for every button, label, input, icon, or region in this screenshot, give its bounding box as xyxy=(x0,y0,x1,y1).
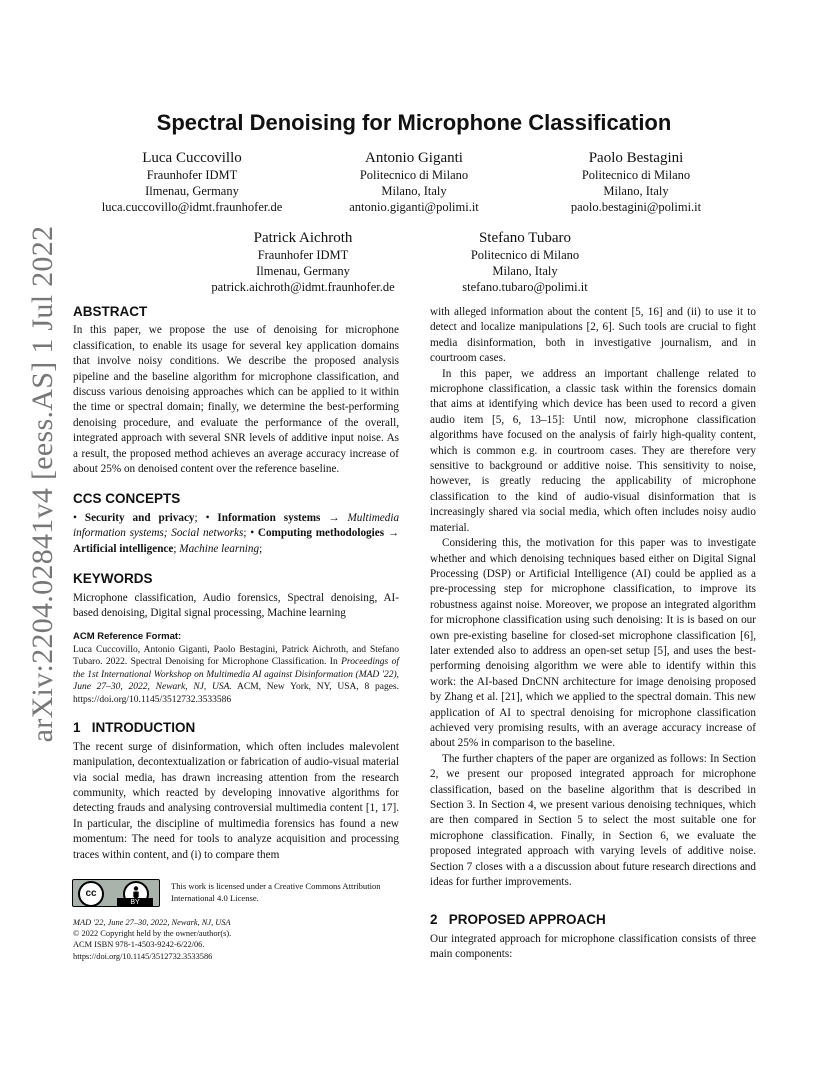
ccs-term: Computing methodologies xyxy=(257,527,385,540)
author-location: Milano, Italy xyxy=(492,264,558,278)
ccs-term: Artificial intelligence xyxy=(73,542,174,555)
author-email[interactable]: luca.cuccovillo@idmt.fraunhofer.de xyxy=(101,200,283,214)
ccs-arrow: → xyxy=(328,511,340,524)
author-affiliation: Fraunhofer IDMT xyxy=(257,248,349,262)
ccs-text xyxy=(73,511,399,557)
author-email[interactable]: paolo.bestagini@polimi.it xyxy=(570,200,702,214)
author-block xyxy=(526,149,746,215)
left-column xyxy=(73,304,399,863)
author-block xyxy=(415,229,635,295)
arxiv-identifier: arXiv:2204.02841v4 [eess.AS] 1 Jul 2022 xyxy=(26,225,59,743)
author-name: Stefano Tubaro xyxy=(478,230,572,246)
author-name: Luca Cuccovillo xyxy=(142,150,242,166)
section-title: PROPOSED APPROACH xyxy=(448,912,606,928)
author-block xyxy=(193,229,413,295)
footer-doi[interactable]: https://doi.org/10.1145/3512732.3533586 xyxy=(73,951,213,961)
author-block xyxy=(304,149,524,215)
keywords-text: Microphone classification, Audio forensics, Spectral denoising, AI-based denoising, Digital signal processing, Machine learning xyxy=(73,591,399,619)
keywords-heading: KEYWORDS xyxy=(73,571,153,587)
acm-reference-doi[interactable]: ACM, New York, NY, USA, 8 pages. https://doi.org/10.1145/3512732.3533586 xyxy=(73,682,399,705)
intro-paragraph: The recent surge of disinformation, which often includes malevolent manipulation, decontextualization or fabrication of audio-visual material via social media, has drawn increasing attention from the research community, which reacted by developing innovative algorithms for detecting frauds and analysing controversial multimedia content [1, 17]. In particular, the discipline of multimedia forensics has found a new momentum: The need for tools to analyze acquisition and processing traces within content, and (i) to compare them xyxy=(73,740,399,861)
ccs-sep: ; xyxy=(173,542,177,555)
author-email[interactable]: stefano.tubaro@polimi.it xyxy=(462,280,588,294)
paragraph: Considering this, the motivation for this paper was to investigate whether and which denoising techniques based either on Digital Signal Processing (DSP) or Artificial Intelligence (AI) could be applied as a pre-processing step for microphone classification, to improve its robustness against noise. Moreover, we propose an integrated algorithm for microphone classification using such denoising: It is is based on our own pre-existing baseline for closed-set microphone classification [6], later extended also to address an open-set setup [5], and uses the best-performing denoising algorithm we were able to identify within this work: the AI-based DnCNN architecture for image denoising proposed by Zhang et al. [21], which we applied to the spectral domain. This new application of AI to spectral denoising for microphone classification achieved very promising results, with an average accuracy increase of about 25% in comparison to the baseline. xyxy=(430,537,756,750)
ccs-sep: ; xyxy=(194,511,198,524)
paragraph: In this paper, we address an important challenge related to microphone classification, a classic task within the forensics domain that aims at identifying which device has been used to record a given audio item [5, 6, 13–15]: Until now, microphone classification algorithms have focused on the analysis of fairly high-quality content, which is common e.g. in courtroom cases. They are therefore very sensitive to background or additive noise. This sensitivity to noise, however, is greatly reducing the applicability of microphone classification to the kind of audio-visual disinformation that is increasingly shared via social media, which often includes noisy audio material. xyxy=(430,367,756,534)
ccs-term: Information systems xyxy=(217,511,321,524)
ccs-bullet: • xyxy=(205,511,210,524)
footer-venue: MAD '22, June 27–30, 2022, Newark, NJ, USA xyxy=(73,918,231,927)
author-email[interactable]: antonio.giganti@polimi.it xyxy=(349,200,479,214)
ccs-sep: ; xyxy=(243,527,247,540)
intro-title: INTRODUCTION xyxy=(91,720,196,736)
right-column xyxy=(430,305,756,963)
ccs-sep: ; xyxy=(259,542,263,555)
cc-icon: cc xyxy=(78,881,104,907)
footer-block xyxy=(73,917,323,962)
author-location: Milano, Italy xyxy=(603,184,669,198)
author-affiliation: Politecnico di Milano xyxy=(359,168,469,182)
author-name: Patrick Aichroth xyxy=(253,230,353,246)
author-block xyxy=(82,149,302,215)
ccs-heading: CCS CONCEPTS xyxy=(73,491,181,507)
creative-commons-badge[interactable] xyxy=(72,879,160,907)
by-label: BY xyxy=(117,898,153,907)
paragraph: with alleged information about the content [5, 16] and (ii) to use it to detect and localize manipulations [2, 6]. Such tools are crucial to fight media disinformation, both in investigative journalism, and in courtroom cases. xyxy=(430,306,756,365)
license-text: This work is licensed under a Creative Commons Attribution International 4.0 License. xyxy=(171,881,381,903)
acm-reference-venue: Proceedings of the 1st International Workshop on Multimedia AI against Disinformation (MAD '22), June 27–30, 2022, Newark, NJ, USA. xyxy=(73,657,399,693)
author-name: Paolo Bestagini xyxy=(588,150,684,166)
paper-title: Spectral Denoising for Microphone Classification xyxy=(156,110,672,135)
acm-reference-heading: ACM Reference Format: xyxy=(73,631,182,643)
paragraph: The further chapters of the paper are organized as follows: In Section 2, we present our proposed integrated approach for microphone classification, based on the baseline algorithm that is described in Section 3. In Section 4, we present various denoising techniques, which are then compared in Section 5 to select the most suitable one for microphone classification. Finally, in Section 6, we evaluate the proposed integrated approach with varying levels of additive noise. Section 7 closes with a a discussion about future research directions and ideas for further improvements. xyxy=(430,752,756,889)
abstract-text: In this paper, we propose the use of denoising for microphone classification, to enable its usage for several key application domains that involve noisy conditions. We describe the proposed analysis pipeline and the baseline algorithm for microphone classification, and discuss various denoising approaches which can be applied to it within the time or spectral domain; finally, we determine the best-performing denoising procedure, and evaluate the performance of the overall, integrated approach with several SNR levels of additive input noise. As a result, the proposed method achieves an average accuracy increase of about 25% on denoised content over the reference baseline. xyxy=(73,324,399,476)
ccs-subterm: Machine learning xyxy=(179,542,260,555)
ccs-arrow: → xyxy=(387,527,400,540)
author-location: Milano, Italy xyxy=(381,184,447,198)
author-affiliation: Fraunhofer IDMT xyxy=(146,168,238,182)
ccs-subterm: Multimedia information systems; Social networks xyxy=(73,511,400,540)
author-email[interactable]: patrick.aichroth@idmt.fraunhofer.de xyxy=(211,280,395,294)
paragraph: Our integrated approach for microphone classification consists of three main components: xyxy=(430,932,756,961)
ccs-bullet: • xyxy=(250,527,255,540)
author-location: Ilmenau, Germany xyxy=(256,264,350,278)
author-affiliation: Politecnico di Milano xyxy=(581,168,691,182)
author-location: Ilmenau, Germany xyxy=(145,184,239,198)
ccs-term: Security and privacy xyxy=(84,511,195,524)
author-name: Antonio Giganti xyxy=(365,150,463,166)
acm-reference-authors: Luca Cuccovillo, Antonio Giganti, Paolo Bestagini, Patrick Aichroth, and Stefano Tubaro. 2022. Spectral Denoising for Microphone Classification. In xyxy=(73,644,399,668)
footer-copyright: © 2022 Copyright held by the owner/author(s). xyxy=(73,929,232,939)
ccs-bullet: • xyxy=(73,511,77,524)
section-number: 2 xyxy=(430,912,438,928)
footer-isbn: ACM ISBN 978-1-4503-9242-6/22/06. xyxy=(73,940,205,950)
acm-reference xyxy=(73,631,399,706)
author-affiliation: Politecnico di Milano xyxy=(470,248,580,262)
section-heading xyxy=(430,912,756,927)
intro-number: 1 xyxy=(73,720,81,736)
intro-heading xyxy=(73,720,399,735)
abstract-heading: ABSTRACT xyxy=(73,304,148,319)
